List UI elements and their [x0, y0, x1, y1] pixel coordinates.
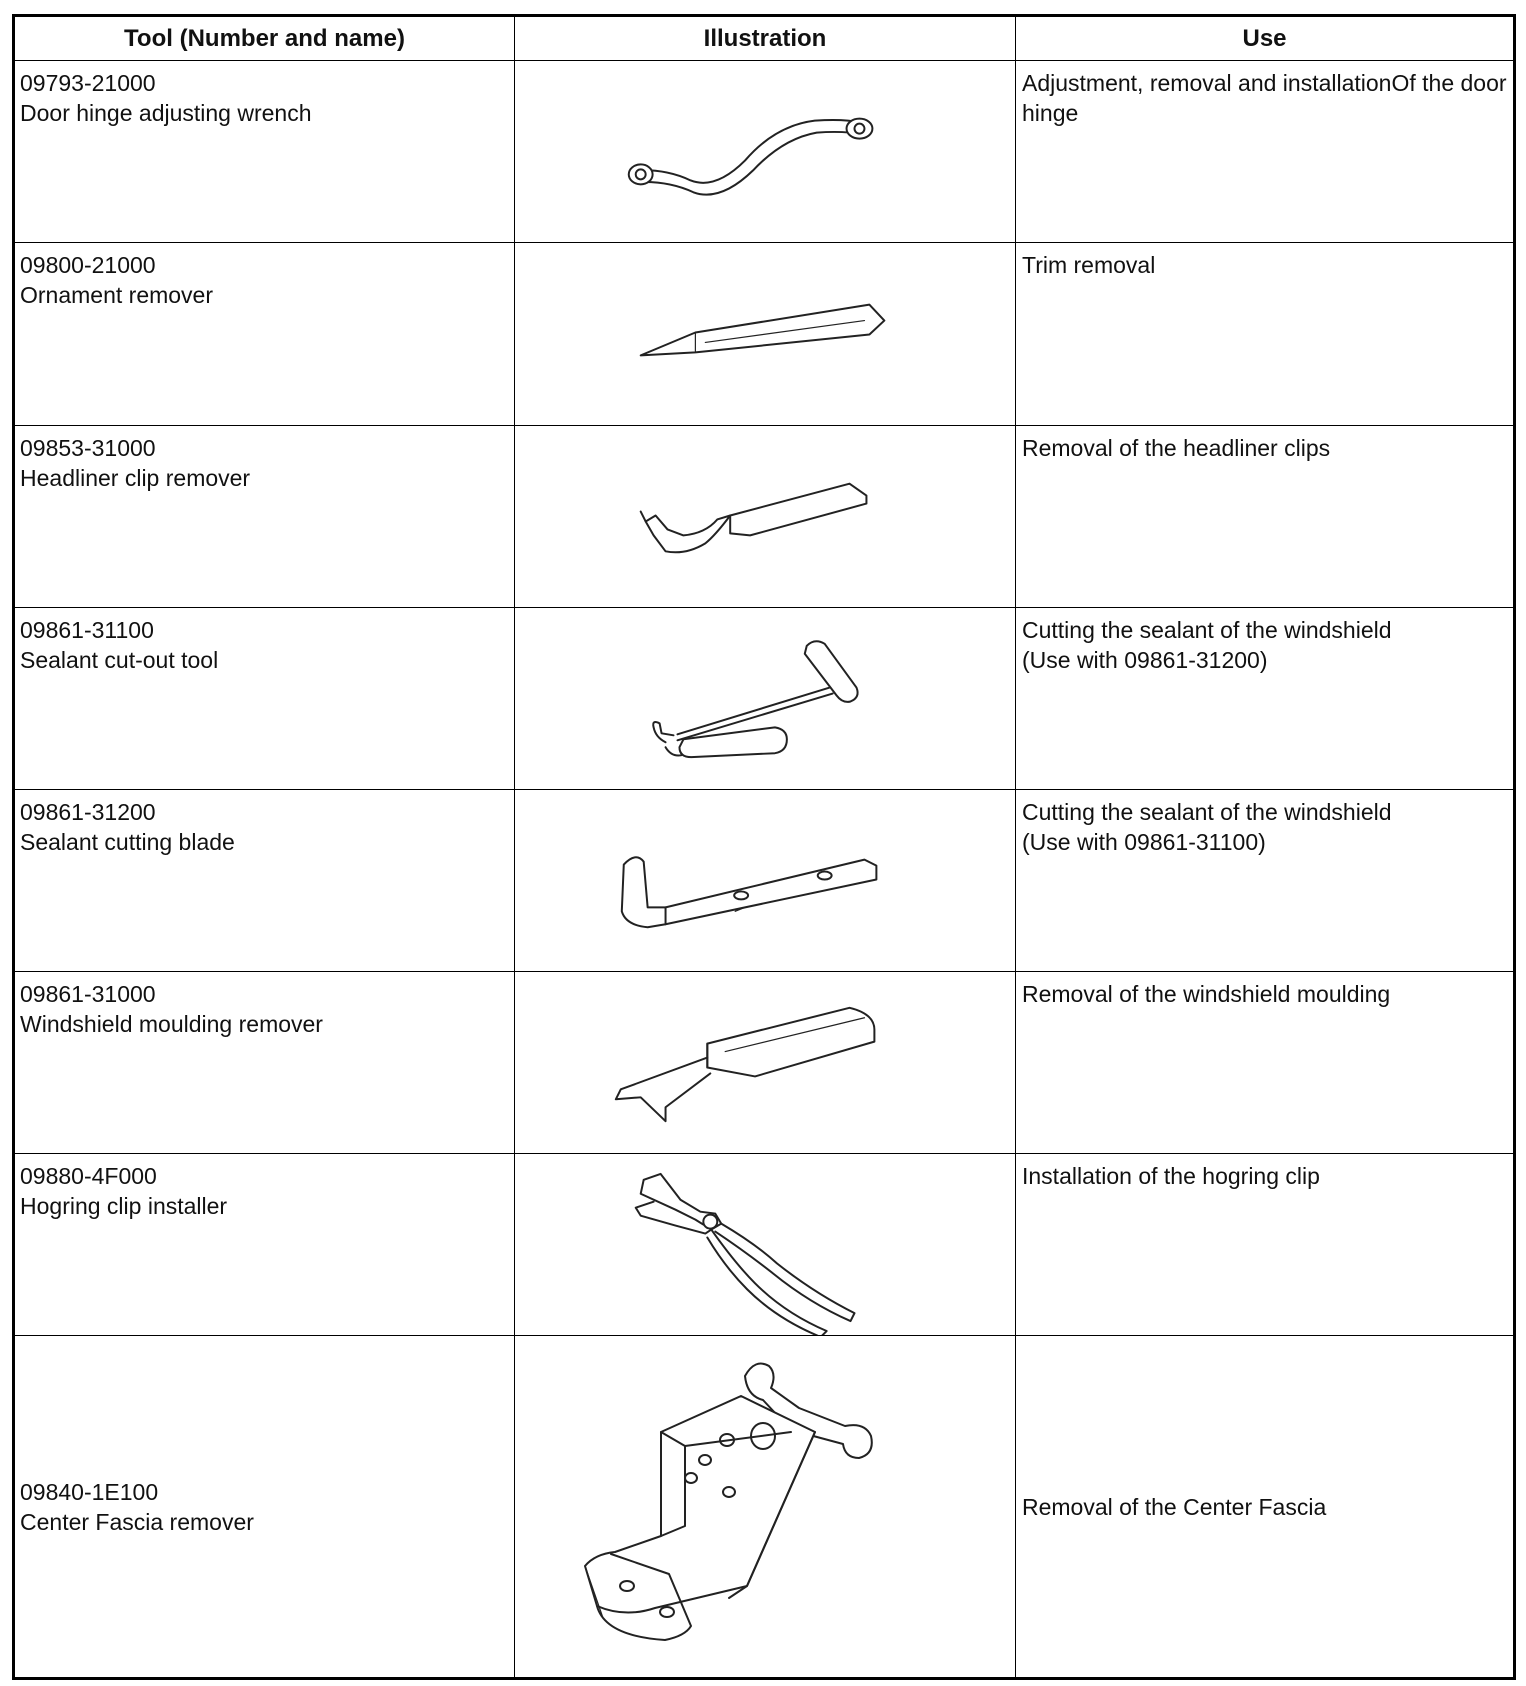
- sealant-cutout-tool-icon: [515, 608, 1015, 789]
- table-row: [15, 426, 1513, 608]
- tool-number: 09800-21000: [20, 252, 156, 278]
- column-divider: [514, 17, 515, 1677]
- tool-number: 09853-31000: [20, 435, 156, 461]
- tool-name: Sealant cutting blade: [20, 829, 235, 855]
- tool-name: Headliner clip remover: [20, 465, 251, 491]
- tool-use: Removal of the windshield moulding: [1022, 981, 1391, 1007]
- illustration-cell: [515, 790, 1015, 971]
- illustration-cell: [515, 426, 1015, 607]
- use-cell: [1016, 790, 1513, 971]
- tool-cell: [15, 608, 514, 789]
- illustration-cell: [515, 972, 1015, 1153]
- table-row: [15, 790, 1513, 972]
- tool-cell: [15, 972, 514, 1153]
- tool-cell: [15, 243, 514, 425]
- tool-cell: [15, 1336, 514, 1677]
- center-fascia-remover-icon: [515, 1336, 1015, 1677]
- tool-number: 09861-31100: [20, 617, 154, 643]
- tool-name: Sealant cut-out tool: [20, 647, 219, 673]
- tool-use: Removal of the Center Fascia: [1022, 1493, 1327, 1520]
- tool-number: 09861-31200: [20, 799, 156, 825]
- tool-name: Door hinge adjusting wrench: [20, 100, 312, 126]
- special-tools-table: [12, 14, 1516, 1680]
- tool-use: Trim removal: [1022, 252, 1156, 278]
- tool-number: 09861-31000: [20, 981, 156, 1007]
- tool-cell: [15, 790, 514, 971]
- tool-cell: [15, 426, 514, 607]
- door-hinge-wrench-icon: [515, 61, 1015, 242]
- tool-name: Center Fascia remover: [20, 1508, 254, 1535]
- table-row: [15, 608, 1513, 790]
- use-cell: [1016, 61, 1513, 242]
- illustration-cell: [515, 61, 1015, 242]
- illustration-cell: [515, 1336, 1015, 1677]
- table-row: [15, 61, 1513, 243]
- illustration-cell: [515, 1154, 1015, 1335]
- use-cell: [1016, 1154, 1513, 1335]
- tool-use: Installation of the hogring clip: [1022, 1163, 1320, 1189]
- header-illustration: Illustration: [703, 25, 827, 52]
- tool-number: 09793-21000: [20, 70, 156, 96]
- tool-use: Cutting the sealant of the windshield (Use with 09861-31100): [1022, 799, 1392, 855]
- tool-number: 09840-1E100: [20, 1478, 159, 1505]
- use-cell: [1016, 608, 1513, 789]
- tool-use: Cutting the sealant of the windshield (Use with 09861-31200): [1022, 617, 1392, 673]
- tool-cell: [15, 1154, 514, 1335]
- tool-use: Removal of the headliner clips: [1022, 435, 1331, 461]
- header-use: Use: [1242, 25, 1287, 52]
- tool-name: Windshield moulding remover: [20, 1011, 323, 1037]
- tool-number: 09880-4F000: [20, 1163, 157, 1189]
- table-row: [15, 1154, 1513, 1336]
- column-divider: [1015, 17, 1016, 1677]
- table-row: [15, 1336, 1513, 1677]
- use-cell: [1016, 972, 1513, 1153]
- use-cell: [1016, 1336, 1513, 1677]
- use-cell: [1016, 426, 1513, 607]
- tool-name: Hogring clip installer: [20, 1193, 228, 1219]
- tool-name: Ornament remover: [20, 282, 214, 308]
- table-row: [15, 243, 1513, 426]
- tool-cell: [15, 61, 514, 242]
- table-header: [15, 17, 1513, 61]
- windshield-moulding-remover-icon: [515, 972, 1015, 1153]
- ornament-remover-icon: [515, 243, 1015, 425]
- illustration-cell: [515, 243, 1015, 425]
- illustration-cell: [515, 608, 1015, 789]
- tool-use: Adjustment, removal and installationOf the door hinge: [1022, 70, 1513, 126]
- headliner-clip-remover-icon: [515, 426, 1015, 607]
- table-row: [15, 972, 1513, 1154]
- use-cell: [1016, 243, 1513, 425]
- header-tool: Tool (Number and name): [124, 25, 405, 52]
- hogring-clip-installer-icon: [515, 1154, 1015, 1335]
- sealant-cutting-blade-icon: [515, 790, 1015, 971]
